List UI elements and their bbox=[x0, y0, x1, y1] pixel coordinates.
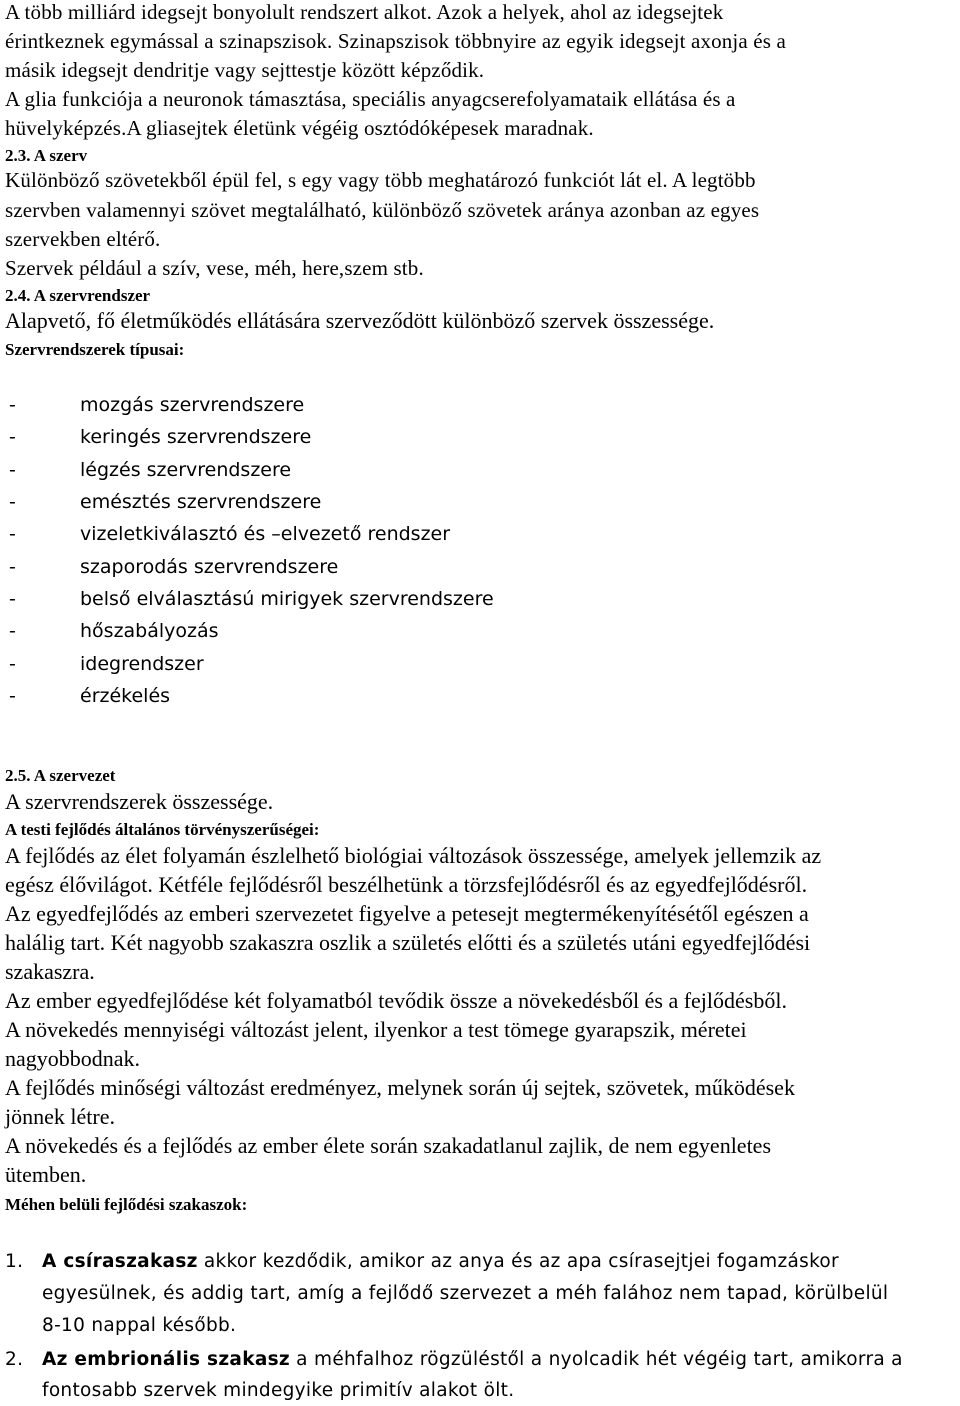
paragraph-line: A növekedés és a fejlődés az ember élete során szakadatlanul zajlik, de nem egyenletes bbox=[5, 1133, 772, 1158]
list-item-text: hőszabályozás bbox=[80, 620, 219, 642]
dash-bullet: - bbox=[9, 459, 16, 481]
stage-text-line: 8-10 nappal később. bbox=[42, 1315, 237, 1336]
laws-heading: A testi fejlődés általános törvényszerűségei: bbox=[5, 820, 320, 839]
paragraph-line: Szervek például a szív, vese, méh, here,szem stb. bbox=[5, 256, 424, 280]
intro-line: érintkeznek egymással a szinapszisok. Szinapszisok többnyire az egyik idegsejt axonja és a bbox=[5, 29, 786, 53]
paragraph-line: ütemben. bbox=[5, 1162, 87, 1187]
section-heading-2-3: 2.3. A szerv bbox=[5, 146, 88, 165]
dash-bullet: - bbox=[9, 588, 16, 610]
stage-text bbox=[42, 1344, 903, 1375]
dash-bullet: - bbox=[9, 523, 16, 545]
list-item-text: vizeletkiválasztó és –elvezető rendszer bbox=[80, 523, 451, 545]
list-item-text: idegrendszer bbox=[80, 653, 204, 675]
paragraph-line: nagyobbodnak. bbox=[5, 1046, 141, 1071]
section-heading-2-4: 2.4. A szervrendszer bbox=[5, 286, 151, 305]
section-heading-2-5: 2.5. A szervezet bbox=[5, 766, 116, 785]
dash-bullet: - bbox=[9, 685, 16, 707]
list-item-text: érzékelés bbox=[80, 685, 171, 707]
intro-line: A több milliárd idegsejt bonyolult rendszert alkot. Azok a helyek, ahol az idegsejtek bbox=[5, 0, 724, 24]
paragraph-line: A fejlődés minőségi változást eredményez, melynek során új sejtek, szövetek, működések bbox=[5, 1075, 795, 1100]
stage-text-line: egyesülnek, és addig tart, amíg a fejlődő szervezet a méh falához nem tapad, körülbelül bbox=[42, 1283, 889, 1304]
list-item-text: emésztés szervrendszere bbox=[80, 491, 322, 513]
list-item-text: légzés szervrendszere bbox=[80, 459, 292, 481]
paragraph-line: egész élővilágot. Kétféle fejlődésről beszélhetünk a törzsfejlődésről és az egyedfejlődésről. bbox=[5, 872, 808, 897]
paragraph-line: A növekedés mennyiségi változást jelent, ilyenkor a test tömege gyarapszik, méretei bbox=[5, 1017, 747, 1042]
dash-bullet: - bbox=[9, 426, 16, 448]
intro-line: A glia funkciója a neuronok támasztása, speciális anyagcserefolyamataik ellátása és a bbox=[5, 87, 736, 111]
intro-line: másik idegsejt dendritje vagy sejttestje között képződik. bbox=[5, 58, 485, 82]
types-heading: Szervrendszerek típusai: bbox=[5, 340, 185, 359]
paragraph-line: jönnek létre. bbox=[5, 1104, 115, 1129]
prenatal-heading: Méhen belüli fejlődési szakaszok: bbox=[5, 1195, 248, 1214]
paragraph-line: szervekben eltérő. bbox=[5, 227, 161, 251]
dash-bullet: - bbox=[9, 491, 16, 513]
definition-line: Alapvető, fő életműködés ellátására szerveződött különböző szervek összessége. bbox=[5, 308, 715, 333]
list-item-text: szaporodás szervrendszere bbox=[80, 556, 339, 578]
dash-bullet: - bbox=[9, 556, 16, 578]
paragraph-line: Az egyedfejlődés az emberi szervezetet figyelve a petesejt megtermékenyítésétől egészen a bbox=[5, 901, 809, 926]
stage-title: Az embrionális szakasz bbox=[42, 1349, 290, 1370]
stage-title: A csíraszakasz bbox=[42, 1251, 198, 1272]
stage-number: 2. bbox=[5, 1349, 24, 1370]
definition-line: A szervrendszerek összessége. bbox=[5, 789, 274, 814]
list-item-text: keringés szervrendszere bbox=[80, 426, 312, 448]
dash-bullet: - bbox=[9, 653, 16, 675]
paragraph-line: A fejlődés az élet folyamán észlelhető biológiai változások összessége, amelyek jellemzik az bbox=[5, 843, 822, 868]
paragraph-line: szakaszra. bbox=[5, 959, 95, 984]
stage-number: 1. bbox=[5, 1251, 24, 1272]
paragraph-line: halálig tart. Két nagyobb szakaszra oszlik a születés előtti és a születés utáni egyedfejlődési bbox=[5, 930, 811, 955]
dash-bullet: - bbox=[9, 620, 16, 642]
stage-text-line: fontosabb szervek mindegyike primitív alakot ölt. bbox=[42, 1380, 515, 1401]
stage-text bbox=[42, 1246, 839, 1277]
intro-line: hüvelyképzés.A gliasejtek életünk végéig osztódóképesek maradnak. bbox=[5, 116, 594, 140]
list-item-text: mozgás szervrendszere bbox=[80, 394, 305, 416]
list-item-text: belső elválasztású mirigyek szervrendszere bbox=[80, 588, 494, 610]
stage-text-rest: a méhfalhoz rögzüléstől a nyolcadik hét végéig tart, amikorra a bbox=[290, 1349, 903, 1370]
paragraph-line: szervben valamennyi szövet megtalálható, különböző szövetek aránya azonban az egyes bbox=[5, 198, 760, 222]
stage-text-rest: akkor kezdődik, amikor az anya és az apa csírasejtjei fogamzáskor bbox=[197, 1251, 839, 1272]
paragraph-line: Különböző szövetekből épül fel, s egy vagy több meghatározó funkciót lát el. A legtöbb bbox=[5, 168, 756, 192]
dash-bullet: - bbox=[9, 394, 16, 416]
paragraph-line: Az ember egyedfejlődése két folyamatból tevődik össze a növekedésből és a fejlődésből. bbox=[5, 988, 787, 1013]
